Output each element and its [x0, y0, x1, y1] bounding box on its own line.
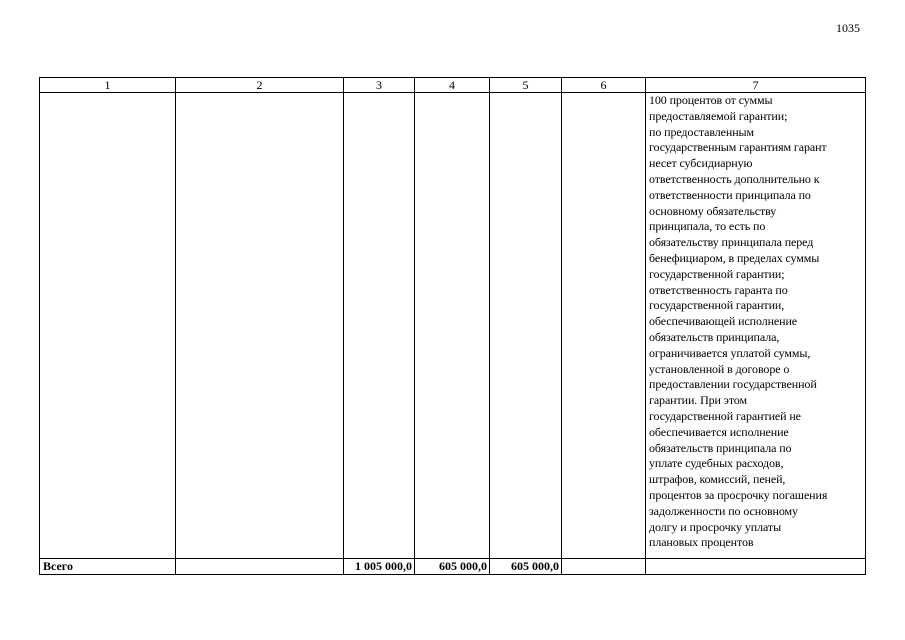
- text-line: ограничивается уплатой суммы,: [649, 345, 811, 360]
- body-cell-4: [415, 93, 490, 559]
- text-line: 100 процентов от суммы: [649, 93, 773, 107]
- body-cell-3: [344, 93, 415, 559]
- text-line: по предоставленным: [649, 124, 754, 139]
- total-cell-2: [176, 559, 344, 575]
- text-line: ответственность гаранта по: [649, 282, 788, 297]
- text-line: несет субсидиарную: [649, 156, 753, 171]
- text-line: обязательств принципала,: [649, 329, 780, 344]
- text-line: бенефициаром, в пределах суммы: [649, 250, 820, 265]
- column-header-6: 6: [562, 78, 646, 93]
- column-header-1: 1: [40, 78, 176, 93]
- total-value-col5: 605 000,0: [490, 559, 562, 575]
- table-header-row: [40, 78, 866, 93]
- text-line: государственным гарантиям гарант: [649, 140, 827, 155]
- body-cell-1: [40, 93, 176, 559]
- text-line: долгу и просрочку уплаты: [649, 519, 782, 534]
- body-cell-5: [490, 93, 562, 559]
- total-cell-6: [562, 559, 646, 575]
- text-line: обеспечивающей исполнение: [649, 314, 798, 329]
- column-header-7: 7: [646, 78, 866, 93]
- text-line: предоставляемой гарантии;: [649, 108, 788, 123]
- text-line: государственной гарантией не: [649, 408, 801, 423]
- guarantee-terms-text: [646, 93, 866, 559]
- body-cell-6: [562, 93, 646, 559]
- body-cell-2: [176, 93, 344, 559]
- total-value-col4: 605 000,0: [415, 559, 490, 575]
- text-line: задолженности по основному: [649, 503, 798, 518]
- column-header-3: 3: [344, 78, 415, 93]
- text-line: государственной гарантии,: [649, 298, 785, 313]
- page-number: 1035: [836, 21, 860, 35]
- text-line: штрафов, комиссий, пеней,: [649, 472, 786, 487]
- text-line: процентов за просрочку погашения: [649, 487, 828, 502]
- text-line: гарантии. При этом: [649, 393, 747, 408]
- text-line: уплате судебных расходов,: [649, 456, 784, 471]
- text-line: установленной в договоре о: [649, 361, 790, 376]
- column-header-5: 5: [490, 78, 562, 93]
- text-line: государственной гарантии;: [649, 266, 785, 281]
- text-line: предоставлении государственной: [649, 377, 817, 392]
- text-line: обеспечивается исполнение: [649, 424, 789, 439]
- text-line: обязательств принципала по: [649, 440, 792, 455]
- table-row: [40, 93, 866, 559]
- column-header-4: 4: [415, 78, 490, 93]
- text-line: обязательству принципала перед: [649, 235, 814, 250]
- text-line: плановых процентов: [649, 535, 754, 550]
- guarantee-table: [39, 77, 866, 575]
- column-header-2: 2: [176, 78, 344, 93]
- text-line: ответственность дополнительно к: [649, 171, 820, 186]
- text-line: основному обязательству: [649, 203, 777, 218]
- total-value-col3: 1 005 000,0: [344, 559, 415, 575]
- total-label: Всего: [40, 559, 176, 575]
- total-row: [40, 559, 866, 575]
- text-line: принципала, то есть по: [649, 219, 766, 234]
- total-cell-7: [646, 559, 866, 575]
- text-line: ответственности принципала по: [649, 187, 811, 202]
